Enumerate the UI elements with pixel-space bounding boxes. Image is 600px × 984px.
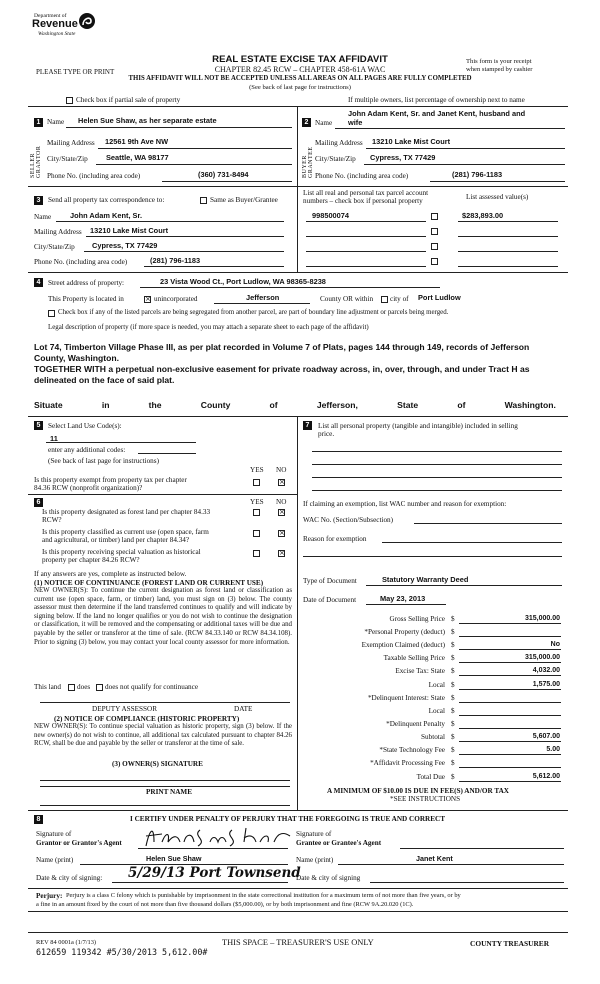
date-label: DATE [234,705,253,713]
corr-mailing[interactable]: 13210 Lake Mist Court [90,226,169,235]
field-line [306,266,426,267]
logo-top-text: Department of [34,13,67,19]
field-line [312,464,562,465]
personal-property-checkbox[interactable] [431,213,438,220]
situate-word: Jefferson, [316,400,358,410]
seller-city-label: City/State/Zip [47,155,88,163]
does-label: does [77,683,91,691]
tax-row-value[interactable]: 315,000.00 [524,654,560,661]
perjury-text-1: Perjury is a class C felony which is punishable by imprisonment in the state correctional institution for a maximum term of not more than five years, or by [66,892,461,899]
legal-line-4: delineated on the face of said plat. [34,375,175,385]
tax-row-value[interactable]: 5,612.00 [532,773,560,780]
divider [28,186,568,187]
minimum-fee-note: A MINIMUM OF $10.00 IS DUE IN FEE(S) AND/OR TAX [327,787,509,795]
divider [28,272,568,273]
current-use-question-2: and agricultural, or timber) land per chapter 84.34? [42,536,190,544]
dollar-sign: $ [451,746,455,754]
historic-yes-checkbox[interactable] [253,550,260,557]
personal-property-checkbox[interactable] [431,258,438,265]
field-line [84,251,284,252]
field-line [335,128,565,129]
does-not-qualify-checkbox[interactable] [96,684,103,691]
current-use-no-checkbox[interactable]: × [279,529,285,537]
field-line [138,453,196,454]
divider [28,888,568,889]
situate-word: State [397,400,419,410]
correspondence-label: Send all property tax correspondence to: [48,196,165,204]
field-line [458,251,558,252]
situate-line [34,400,556,411]
see-instructions-note: *SEE INSTRUCTIONS [390,795,461,803]
receipt-note-2: when stamped by cashier [466,66,533,73]
deputy-assessor-label: DEPUTY ASSESSOR [92,705,158,713]
parcels-header-1: List all real and personal tax parcel account [303,189,429,197]
divider [28,106,568,107]
buyer-mailing[interactable]: 13210 Lake Mist Court [372,137,451,146]
form-revision: REV 84 0001a (1/7/13) [36,939,97,946]
dollar-sign: $ [451,694,455,702]
tax-row-value[interactable]: 5,607.00 [532,733,560,740]
field-line [430,181,565,182]
dollar-sign: $ [451,667,455,675]
segregated-checkbox[interactable] [48,310,55,317]
field-line [312,477,562,478]
signature-line [40,786,290,787]
notice-continuance-body: NEW OWNER(S): To continue the current designation as forest land or classification as current use (open space, farm, or timber) land, you must sign on (3) below. The county assessor must then determine if the land transferred continues to qualify and will indicate by signing below. If the land no longer qualifies or you do not wish to continue the designation or classification, it will be removed and the compensating or additional taxes will be due and payable by the seller or transferor at the time of sale. (RCW 84.33.140 or RCW 84.34.108). Prior to signing (3) below, you may contact your local county assessor for more information. [34,587,292,646]
if-yes-note: If any answers are yes, complete as instructed below. [34,570,187,578]
seller-city[interactable]: Seattle, WA 98177 [106,153,169,162]
land-use-code[interactable]: 11 [50,434,58,443]
property-street[interactable]: 23 Vista Wood Ct., Port Ludlow, WA 98365-8238 [160,277,326,286]
tax-row-label: Local [428,707,445,715]
field-line [459,649,561,650]
tax-row-label: *Delinquent Interest: State [367,694,445,702]
see-back-note: (See back of last page for instructions) [249,84,351,91]
section-5-number: 5 [34,421,43,430]
field-line [459,767,561,768]
land-use-see-back: (See back of last page for instructions) [48,457,159,465]
unincorporated-label: unincorporated [154,295,198,303]
personal-property-label-1: List all personal property (tangible and intangible) included in selling [318,422,518,430]
historic-question-2: property per chapter 84.26 RCW? [42,556,140,564]
field-line [370,882,564,883]
current-use-question-1: Is this property classified as current use (open space, farm [42,528,209,536]
field-line [306,221,426,222]
buyer-name-line2[interactable]: wife [348,118,363,127]
corr-city[interactable]: Cypress, TX 77429 [92,241,158,250]
divider [28,416,568,417]
grantee-printed-name[interactable]: Janet Kent [416,854,453,863]
legal-description-label: Legal description of property (if more space is needed, you may attach a separate sheet to each page of the affidavit) [48,324,369,331]
historic-question-1: Is this property receiving special valuation as historical [42,548,201,556]
print-name-label: PRINT NAME [146,788,192,796]
tax-row-value[interactable]: 4,032.00 [532,667,560,674]
legal-line-3: TOGETHER WITH a perpetual non-exclusive easement for private roadway across, in, over, through, and under Tract H as [34,364,530,374]
assessed-value[interactable]: $283,893.00 [462,211,504,220]
doc-date-label: Date of Document [303,596,357,604]
field-line [312,451,562,452]
dollar-sign: $ [451,615,455,623]
forest-yes-checkbox[interactable] [253,509,260,516]
county-or-label: County OR within [320,295,374,303]
perjury-label: Perjury: [36,892,63,900]
field-line [366,585,562,586]
same-as-buyer-checkbox[interactable] [200,197,207,204]
current-use-yes-checkbox[interactable] [253,530,260,537]
does-not-label: does not qualify for continuance [105,683,199,691]
dollar-sign: $ [451,720,455,728]
doc-type-label: Type of Document [303,577,357,585]
forest-question-1: Is this property designated as forest land per chapter 84.33 [42,508,211,516]
dollar-sign: $ [451,759,455,767]
signature-line [138,848,288,849]
corr-phone[interactable]: (281) 796-1183 [150,256,201,265]
sig-grantee-label-1: Signature of [296,830,332,838]
dollar-sign: $ [451,681,455,689]
treasurer-space-label: THIS SPACE – TREASURER'S USE ONLY [222,938,374,947]
section-4-number: 4 [34,278,43,287]
field-line [214,303,310,304]
exempt-no-checkbox[interactable]: × [279,478,285,486]
county-treasurer-label: COUNTY TREASURER [470,939,550,948]
parcel-number[interactable]: 998500074 [312,211,349,220]
dollar-sign: $ [451,641,455,649]
partial-sale-label: Check box if partial sale of property [76,96,181,104]
section-7-number: 7 [303,421,312,430]
additional-codes-label: enter any additional codes: [48,446,126,454]
wac-label: WAC No. (Section/Subsection) [303,516,394,524]
field-line [459,728,561,729]
city-of-label: city of [390,295,409,303]
corr-phone-label: Phone No. (including area code) [34,258,128,266]
field-line [458,236,558,237]
divider [297,416,298,810]
field-line [382,542,562,543]
logo-sub-text: Washington State [38,31,76,37]
seller-side-label: SELLER GRANTOR [30,145,42,178]
seller-phone[interactable]: (360) 731-8494 [198,170,249,179]
notice-compliance-body: NEW OWNER(S): To continue special valuation as historic property, sign (3) below. If the new owner(s) do not wish to continue, all additional tax calculated pursuant to chapter 84.26 RCW, shall be due and payable by the seller or transferor at the time of sale. [34,723,292,748]
grantor-date-city[interactable]: 5/29/13 Port Townsend [128,865,301,881]
situate-word: Washington. [504,400,556,410]
field-line [366,604,446,605]
seller-name-label: Name [47,118,65,126]
field-line [459,636,561,637]
buyer-mailing-label: Mailing Address [315,139,363,147]
personal-property-label-2: price. [318,430,335,438]
tax-row-value[interactable]: No [550,641,560,648]
corr-name[interactable]: John Adam Kent, Sr. [70,211,143,220]
grantor-name-label: Name (print) [36,856,74,864]
seller-phone-label: Phone No. (including area code) [47,172,141,180]
field-line [144,266,284,267]
signature-line [40,780,290,781]
parcels-header-2: numbers – check box if personal property [303,197,423,205]
tax-row-label: Total Due [416,773,445,781]
field-line [338,864,564,865]
grantor-date-city-label: Date & city of signing: [36,874,103,882]
field-line [459,781,561,782]
tax-row-value[interactable]: 315,000.00 [524,615,560,622]
grantee-date-city-label: Date & city of signing [296,874,361,882]
field-line [459,715,561,716]
corr-name-label: Name [34,213,52,221]
field-line [459,702,561,703]
please-type: PLEASE TYPE OR PRINT [36,68,115,76]
exempt-yes-checkbox[interactable] [253,479,260,486]
field-line [86,236,284,237]
divider [28,810,568,811]
exempt-question-2: 84.36 RCW (nonprofit organization)? [34,484,143,492]
city-checkbox[interactable] [381,296,388,303]
buyer-phone[interactable]: (281) 796-1183 [452,170,503,179]
situate-word: the [148,400,162,410]
divider [28,932,568,933]
doc-date[interactable]: May 23, 2013 [380,594,426,603]
form-title: REAL ESTATE EXCISE TAX AFFIDAVIT [212,54,388,65]
legal-line-2: County, Washington. [34,353,119,363]
property-county[interactable]: Jefferson [246,293,280,302]
buyer-name-line1[interactable]: John Adam Kent, Sr. and Janet Kent, husband and [348,109,526,118]
tax-row-label: *Personal Property (deduct) [364,628,445,636]
buyer-phone-label: Phone No. (including area code) [315,172,409,180]
segregated-label: Check box if any of the listed parcels are being segregated from another parcel, are part of boundary line adjustment or parcels being merged. [58,309,449,316]
field-line [66,127,292,128]
sig-grantor-label-1: Signature of [36,830,72,838]
field-line [162,181,292,182]
legal-line-1: Lot 74, Timberton Village Phase III, as per plat recorded in Volume 7 of Plats, pages 144 through 149, records of Jefferson [34,342,530,352]
field-line [140,287,440,288]
personal-property-checkbox[interactable] [431,228,438,235]
unincorporated-checkbox[interactable]: × [145,295,151,303]
no-header: NO [276,466,287,474]
field-line [312,490,562,491]
field-line [459,741,561,742]
logo-main-text: Revenue [32,18,78,30]
situate-word: County [200,400,231,410]
field-line [414,523,562,524]
does-qualify-checkbox[interactable] [68,684,75,691]
street-label: Street address of property: [48,279,125,287]
form-subtitle: CHAPTER 82.45 RCW – CHAPTER 458-61A WAC [214,65,386,74]
notice-compliance-title: (2) NOTICE OF COMPLIANCE (HISTORIC PROPERTY) [54,715,240,723]
divider [28,494,297,495]
tax-row-label: Excise Tax: State [395,667,445,675]
field-line [459,689,561,690]
dollar-sign: $ [451,707,455,715]
same-as-buyer-label: Same as Buyer/Grantee [210,196,278,204]
personal-property-checkbox[interactable] [431,243,438,250]
dollar-sign: $ [451,654,455,662]
tax-row-label: *Delinquent Penalty [386,720,445,728]
field-line [459,662,561,663]
section-8-number: 8 [34,815,43,824]
divider [297,186,298,272]
property-city[interactable]: Port Ludlow [418,293,461,302]
section-6-number: 6 [34,498,43,507]
tax-row-label: Local [428,681,445,689]
historic-no-checkbox[interactable]: × [279,549,285,557]
dollar-sign: $ [451,773,455,781]
signature-line [40,805,290,806]
forest-question-2: RCW? [42,516,62,524]
section-2-number: 2 [302,118,311,127]
grantor-printed-name[interactable]: Helen Sue Shaw [146,854,202,863]
located-in-label: This Property is located in [48,295,124,303]
land-use-label: Select Land Use Code(s): [48,422,122,430]
field-line [96,164,292,165]
form-warning: THIS AFFIDAVIT WILL NOT BE ACCEPTED UNLESS ALL AREAS ON ALL PAGES ARE FULLY COMPLETED [128,75,472,82]
tax-row-value[interactable]: 5.00 [546,746,560,753]
yes-header: YES [250,498,264,506]
field-line [46,442,196,443]
exempt-question-1: Is this property exempt from property tax per chapter [34,476,187,484]
this-land-label: This land [34,683,61,691]
signature-line [400,848,564,849]
field-line [306,251,426,252]
grantee-name-label: Name (print) [296,856,334,864]
field-line [366,148,565,149]
forest-no-checkbox[interactable]: × [279,508,285,516]
tax-row-label: Taxable Selling Price [383,654,445,662]
signature-line [40,702,290,703]
partial-sale-checkbox[interactable] [66,97,73,104]
situate-word: of [457,400,466,410]
field-line [459,623,561,624]
buyer-city-label: City/State/Zip [315,155,356,163]
seller-name[interactable]: Helen Sue Shaw, as her separate estate [78,116,217,125]
field-line [112,882,288,883]
receipt-note-1: This form is your receipt [466,58,532,65]
field-line [364,164,565,165]
multiple-owners-note: If multiple owners, list percentage of ownership next to name [348,96,525,104]
tax-row-label: Subtotal [421,733,445,741]
corr-city-label: City/State/Zip [34,243,75,251]
field-line [459,675,561,676]
tax-row-label: Exemption Claimed (deduct) [361,641,445,649]
tax-row-label: *Affidavit Processing Fee [370,759,445,767]
divider [297,106,298,186]
seller-mailing-label: Mailing Address [47,139,95,147]
assessed-header: List assessed value(s) [466,193,529,201]
reason-label: Reason for exemption [303,535,367,543]
seller-mailing[interactable]: 12561 9th Ave NW [105,137,169,146]
doc-type[interactable]: Statutory Warranty Deed [382,575,469,584]
buyer-name-label: Name [315,119,333,127]
section-1-number: 1 [34,118,43,127]
tax-row-label: *State Technology Fee [379,746,445,754]
situate-word: of [269,400,278,410]
sig-grantee-label-2: Grantee or Grantee's Agent [296,839,382,847]
buyer-city[interactable]: Cypress, TX 77429 [370,153,436,162]
situate-word: in [101,400,110,410]
no-header: NO [276,498,287,506]
buyer-side-label: BUYER GRANTEE [302,146,314,178]
revenue-logo-icon [78,12,96,30]
field-line [98,148,292,149]
dollar-sign: $ [451,733,455,741]
field-line [303,556,562,557]
perjury-text-2: a fine in an amount fixed by the court of not more than five thousand dollars ($5,000.00), or by both imprisonment and fine (RCW 9A.20.020 (1C). [36,901,414,908]
sig-grantor-label-2: Grantor or Grantor's Agent [36,839,122,847]
field-line [458,266,558,267]
field-line [458,221,558,222]
yes-header: YES [250,466,264,474]
tax-row-label: Gross Selling Price [389,615,445,623]
treasurer-stamp: 612659 119342 #5/30/2013 5,612.00# [36,947,208,957]
field-line [459,754,561,755]
situate-word: Situate [34,400,63,410]
exemption-label: If claiming an exemption, list WAC number and reason for exemption: [303,500,507,508]
dollar-sign: $ [451,628,455,636]
section-3-number: 3 [34,196,43,205]
certify-statement: I CERTIFY UNDER PENALTY OF PERJURY THAT THE FOREGOING IS TRUE AND CORRECT [130,815,445,823]
corr-mailing-label: Mailing Address [34,228,82,236]
owners-signature-label: (3) OWNER(S) SIGNATURE [112,760,203,768]
tax-row-value[interactable]: 1,575.00 [532,681,560,688]
field-line [306,236,426,237]
notice-continuance-title: (1) NOTICE OF CONTINUANCE (FOREST LAND OR CURRENT USE) [34,579,264,587]
divider [28,911,568,912]
field-line [56,221,284,222]
